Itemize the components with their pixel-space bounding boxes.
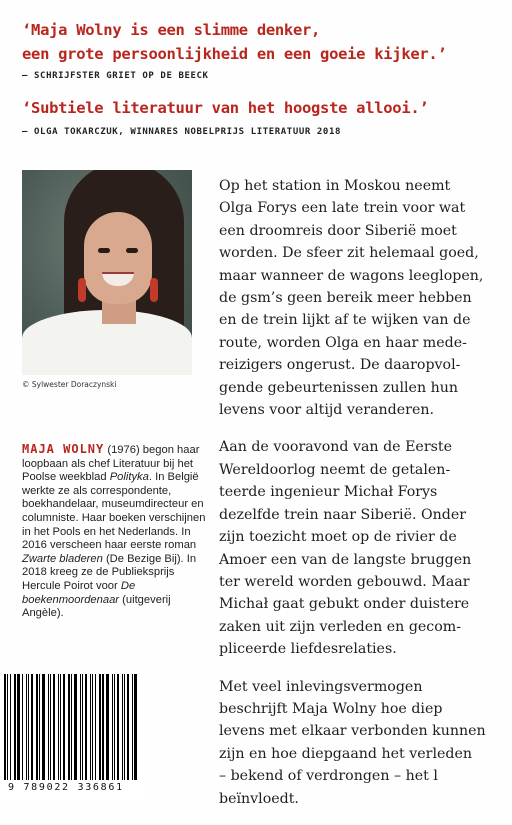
barcode-bar [31,674,33,780]
blurb-line: de gsm’s geen bereik meer hebben [219,290,472,307]
barcode-bar [10,674,11,780]
quote-line: ‘Maja Wolny is een slimme denker, [22,21,321,39]
blurb-paragraph [219,436,499,660]
barcode-bar [4,674,6,780]
blurb-line: Amoer een van de langste bruggen [219,551,472,568]
barcode-bar [53,674,55,780]
blurb-paragraph [219,676,499,810]
bio-text: begon haar loopbaan als chef Literatuur bij het Poolse weekblad [22,444,200,484]
barcode-bar [127,674,129,780]
bio-title: Zwarte bladeren [22,552,103,565]
barcode-bar [36,674,38,780]
barcode-bar [58,674,59,780]
barcode-bar [117,674,119,780]
bio-text: (1976) [104,444,140,456]
blurb-line: route, worden Olga en haar mede- [219,334,467,351]
barcode-bar [48,674,49,780]
quote-line: ‘Subtiele literatuur van het hoogste allooi.’ [22,99,429,117]
barcode-bar [50,674,51,780]
blurb-line: beschrijft Maja Wolny hoe diep [219,700,443,717]
barcode-bar [122,674,123,780]
blurb-line: Op het station in Moskou neemt [219,178,451,194]
blurb-line: levens met elkaar verbonden kunnen [219,723,486,740]
blurb-line: zijn toezicht moet op de rivier de [219,529,457,546]
quote-griet [22,18,498,66]
quote-line: een grote persoonlijkheid en een goeie kijker.’ [22,45,447,63]
blurb-line: Michał gaat gebukt onder duistere [219,596,470,613]
quote-attribution: — OLGA TOKARCZUK, WINNARES NOBELPRIJS LITERATUUR 2018 [22,127,341,137]
bio-text: (De Bezige Bij). In 2018 kreeg ze de Publieksprijs Hercule Poirot voor [22,552,197,592]
blurb-line: maar wanneer de wagons leeglopen, [219,267,484,284]
barcode-bar [102,674,104,780]
barcode-bar [28,674,29,780]
barcode-bar [82,674,83,780]
blurb-line: beïnvloedt. [219,790,299,807]
blurb-line: een droomreis door Siberië moet [219,222,457,239]
barcode-bar [124,674,125,780]
isbn-number: 9 789022 336861 [8,782,124,793]
photo-credit: © Sylwester Doraczynski [22,380,117,389]
barcode-bar [90,674,91,780]
barcode-bar [85,674,87,780]
author-face [84,212,152,304]
barcode-bar [39,674,40,780]
blurb-line: pliceerde liefdesrelaties. [219,641,397,658]
author-eye [126,248,138,253]
blurb-line: teerde ingenieur Michał Forys [219,484,438,501]
blurb-line: Met veel inlevingsvermogen [219,678,423,695]
barcode-bar [99,674,101,780]
blurb-line: Aan de vooravond van de Eerste [219,439,452,456]
blurb-line: en de trein lijkt af te wijken van de [219,312,471,329]
bio-title: Polityka [109,471,149,484]
barcode [4,674,140,780]
barcode-bar [17,674,20,780]
author-eye [98,248,110,253]
barcode-bar [42,674,45,780]
quote-attribution: — SCHRIJFSTER GRIET OP DE BEECK [22,71,209,81]
author-photo [22,170,192,375]
barcode-bar [60,674,61,780]
barcode-bar [112,674,113,780]
blurb-line: zaken uit zijn verleden en gecom- [219,618,462,635]
barcode-bar [80,674,81,780]
blurb-line: – bekend of verdrongen – het l [219,768,438,785]
barcode-bar [95,674,96,780]
barcode-bar [132,674,133,780]
author-bio [22,443,207,621]
barcode-bar [14,674,16,780]
blurb-line: Olga Forys een late trein voor wat [219,200,466,217]
barcode-bar [68,674,70,780]
blurb-line: Wereldoorlog neemt de getalen- [219,461,451,478]
quote-tokarczuk [22,96,498,120]
barcode-bar [106,674,109,780]
earring [78,278,86,302]
author-name: MAJA WOLNY [22,442,105,456]
barcode-bar [22,674,23,780]
barcode-bar [74,674,77,780]
barcode-bar [92,674,93,780]
earring [150,278,158,302]
bio-text: (uitgeverij Angèle). [22,593,171,620]
barcode-bar [63,674,65,780]
barcode-bar [7,674,8,780]
blurb [219,175,499,825]
bio-text: . In België werkte ze als correspondente, boekhandelaar, museumdirecteur en columniste. Haar boeken verschijnen in het Pools en het Nederlands. In 2016 verscheen haar eerste roman [22,471,206,552]
blurb-line: worden. De sfeer zit helemaal goed, [219,245,479,262]
blurb-line: dezelfde trein naar Siberië. Onder [219,506,467,523]
barcode-bar [71,674,72,780]
bio-title: De boekenmoordenaar [22,579,136,606]
blurb-paragraph [219,175,499,421]
blurb-line: gende gebeurtenissen zullen hun [219,379,458,396]
barcode-bar [114,674,115,780]
blurb-line: reizigers ongerust. De daaropvol- [219,357,461,374]
blurb-line: zijn en hoe diepgaand het verleden [219,745,472,762]
barcode-bar [26,674,27,780]
barcode-bar [134,674,137,780]
blurb-line: ter wereld worden gebouwd. Maar [219,573,470,590]
blurb-line: levens voor altijd veranderen. [219,402,434,419]
